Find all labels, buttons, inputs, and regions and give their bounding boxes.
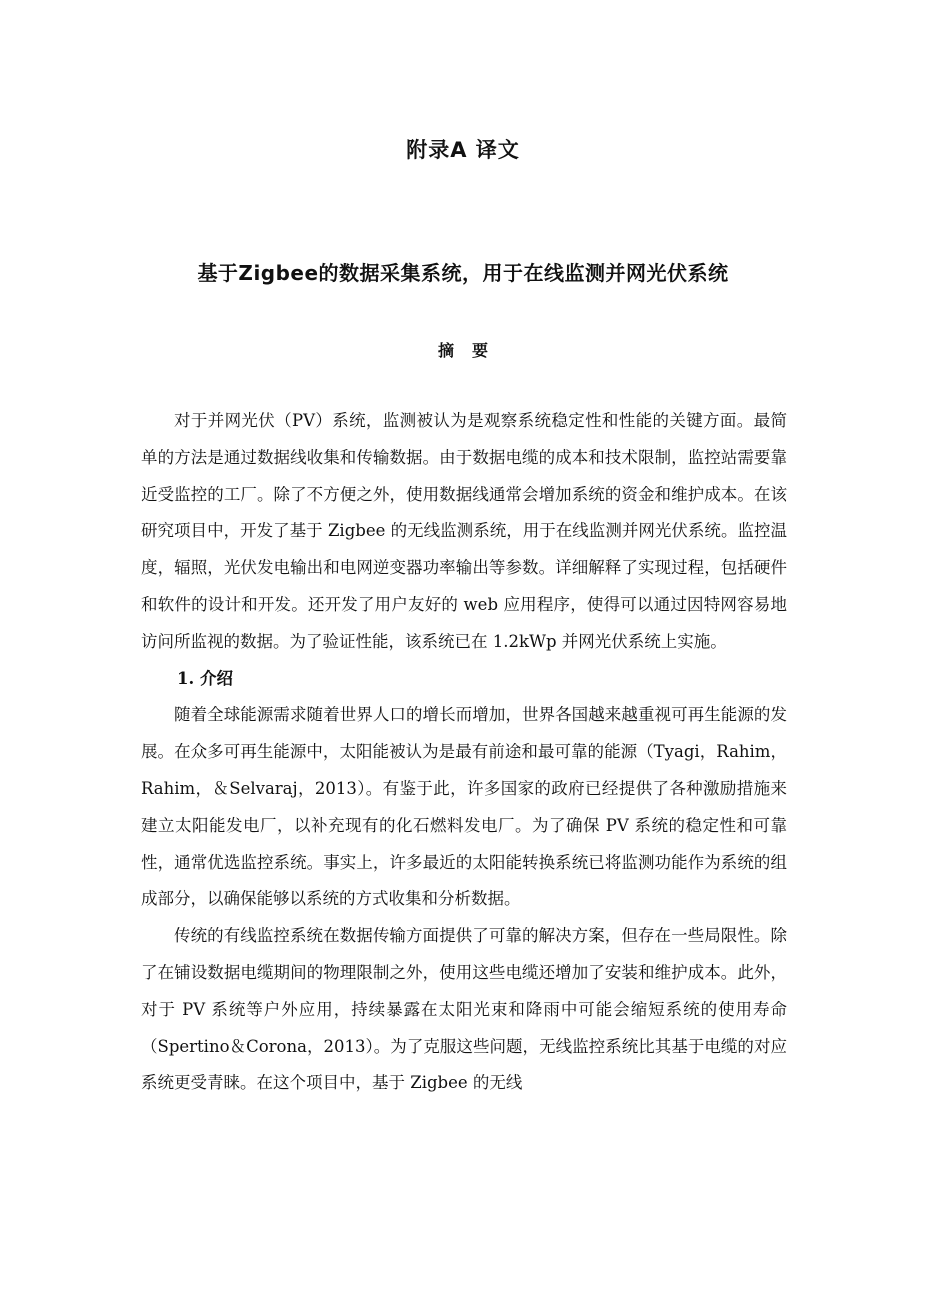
introduction-paragraph-2: 传统的有线监控系统在数据传输方面提供了可靠的解决方案，但存在一些局限性。除了在铺设数据电缆期间的物理限制之外，使用这些电缆还增加了安装和维护成本。此外，对于 PV 系统等户外应用，持续暴露在太阳光束和降雨中可能会缩短系统的使用寿命（Spertino＆Corona，2013）。为了克服这些问题，无线监控系统比其基于电缆的对应系统更受青睐。在这个项目中，基于 Zigbee 的无线 [141,926,787,1093]
document-body [141,403,787,1102]
abstract-heading: 摘要 [437,341,506,360]
appendix-title: 附录A 译文 [406,138,520,162]
introduction-paragraph-1: 随着全球能源需求随着世界人口的增长而增加，世界各国越来越重视可再生能源的发展。在众多可再生能源中，太阳能被认为是最有前途和最可靠的能源（Tyagi，Rahim，Rahim，＆Selvaraj，2013）。有鉴于此，许多国家的政府已经提供了各种激励措施来建立太阳能发电厂，以补充现有的化石燃料发电厂。为了确保 PV 系统的稳定性和可靠性，通常优选监控系统。事实上，许多最近的太阳能转换系统已将监测功能作为系统的组成部分，以确保能够以系统的方式收集和分析数据。 [141,705,787,909]
section-heading-introduction: 1. 介绍 [177,668,233,688]
paper-title: 基于Zigbee的数据采集系统，用于在线监测并网光伏系统 [197,261,729,285]
abstract-paragraph: 对于并网光伏（PV）系统，监测被认为是观察系统稳定性和性能的关键方面。最简单的方法是通过数据线收集和传输数据。由于数据电缆的成本和技术限制，监控站需要靠近受监控的工厂。除了不方便之外，使用数据线通常会增加系统的资金和维护成本。在该研究项目中，开发了基于 Zigbee 的无线监测系统，用于在线监测并网光伏系统。监控温度，辐照，光伏发电输出和电网逆变器功率输出等参数。详细解释了实现过程，包括硬件和软件的设计和开发。还开发了用户友好的 web 应用程序，使得可以通过因特网容易地访问所监视的数据。为了验证性能，该系统已在 1.2kWp 并网光伏系统上实施。 [141,411,787,651]
